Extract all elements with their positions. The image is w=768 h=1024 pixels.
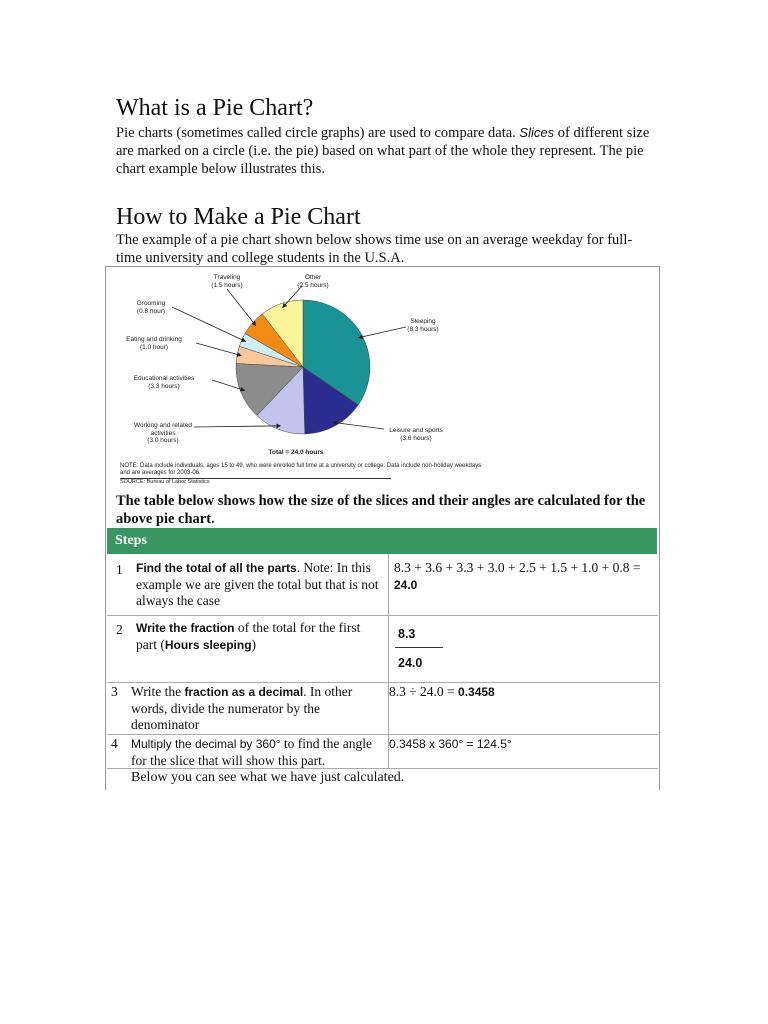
chart-note: NOTE: Data include individuals, ages 15 to 49, who were enrolled full time at a university or college. Data include non-holiday weekdays and are averages for 2003-06. (120, 463, 482, 476)
label-grooming: Grooming (0.8 hour) (136, 300, 166, 315)
section-heading: How to Make a Pie Chart (116, 204, 361, 230)
table-intro: The table below shows how the size of the slices and their angles are calculated for the above pie chart. (116, 493, 646, 527)
step-3-division: 8.3 ÷ 24.0 = (389, 684, 459, 699)
step-1-bold: Find the total of all the parts (136, 561, 297, 575)
row-divider (107, 734, 658, 735)
leader-arrow (227, 289, 256, 325)
label-other: Other (2.5 hours) (297, 274, 329, 289)
step-3-text: . In other words, divide the numerator by the denominator (131, 684, 353, 732)
steps-table-section (105, 488, 660, 790)
fraction-numerator: 8.3 (398, 627, 416, 641)
pie-total-label: Total = 24.0 hours (268, 449, 324, 456)
fraction-denominator: 24.0 (398, 656, 423, 670)
table-footer: Below you can see what we have just calculated. (131, 770, 405, 785)
step-1-total: 24.0 (394, 577, 418, 592)
step-4-calculation: 0.3458 x 360° = 124.5° (389, 737, 512, 751)
leader-arrow (196, 343, 241, 356)
step-3-bold: fraction as a decimal (184, 685, 304, 699)
label-working: Working and related activities (3.0 hours) (133, 422, 193, 444)
label-traveling: Traveling (1.5 hours) (211, 274, 243, 289)
leader-arrow (194, 426, 280, 427)
label-sleeping: Sleeping (8.3 hours) (407, 318, 439, 333)
step-4-description (131, 736, 383, 769)
step-number: 4 (111, 736, 118, 751)
leader-arrow (359, 327, 406, 338)
intro-text-b: of different size are marked on a circle (i.e. the pie) based on what part of the whole they represent. The pie chart example below illustrates this. (116, 125, 650, 177)
fraction-bar (395, 647, 443, 648)
step-3-text-a: Write the (131, 684, 185, 699)
step-2-description (136, 620, 382, 653)
label-educational: Educational activities (3.3 hours) (133, 375, 195, 390)
page-title: What is a Pie Chart? (116, 95, 314, 121)
table-header-steps: Steps (107, 528, 657, 554)
step-4-text-a: Multiply the decimal by 360° (131, 737, 281, 751)
intro-paragraph (116, 124, 656, 178)
step-2-end: ) (251, 636, 257, 652)
chart-source: SOURCE: Bureau of Labor Statistics (120, 479, 210, 485)
step-3-description (131, 684, 383, 734)
step-number: 2 (116, 622, 123, 637)
step-1-text: . Note: In this example we are given the total but that is not always the case (136, 560, 379, 608)
step-1-calculation (394, 560, 656, 593)
pie-chart-figure (105, 266, 660, 489)
intro-text-a: Pie charts (sometimes called circle graphs) are used to compare data. (116, 125, 520, 141)
step-1-sum: 8.3 + 3.6 + 3.3 + 3.0 + 2.5 + 1.5 + 1.0 + 0.8 = (394, 560, 641, 575)
step-number: 1 (116, 562, 123, 577)
step-3-calculation (389, 684, 651, 701)
label-eating: Eating and drinking (1.0 hour) (126, 336, 182, 351)
step-1-description (136, 560, 382, 610)
step-2-text: of the total for the first part ( (136, 620, 361, 652)
intro-slices-term: Slices (519, 125, 555, 140)
step-2-bold: Write the fraction (136, 621, 235, 635)
leader-arrow (333, 422, 384, 429)
step-3-result: 0.3458 (458, 685, 495, 699)
step-2-bold-2: Hours sleeping (164, 637, 252, 652)
label-leisure: Leisure and sports (3.6 hours) (389, 427, 443, 442)
step-4-text: to find the angle for the slice that will show this part. (131, 736, 373, 768)
step-number: 3 (111, 684, 118, 699)
row-divider (107, 615, 658, 616)
row-divider (107, 682, 658, 683)
source-divider (120, 478, 391, 479)
section-paragraph: The example of a pie chart shown below shows time use on an average weekday for full-time university and college students in the U.S.A. (116, 232, 633, 266)
